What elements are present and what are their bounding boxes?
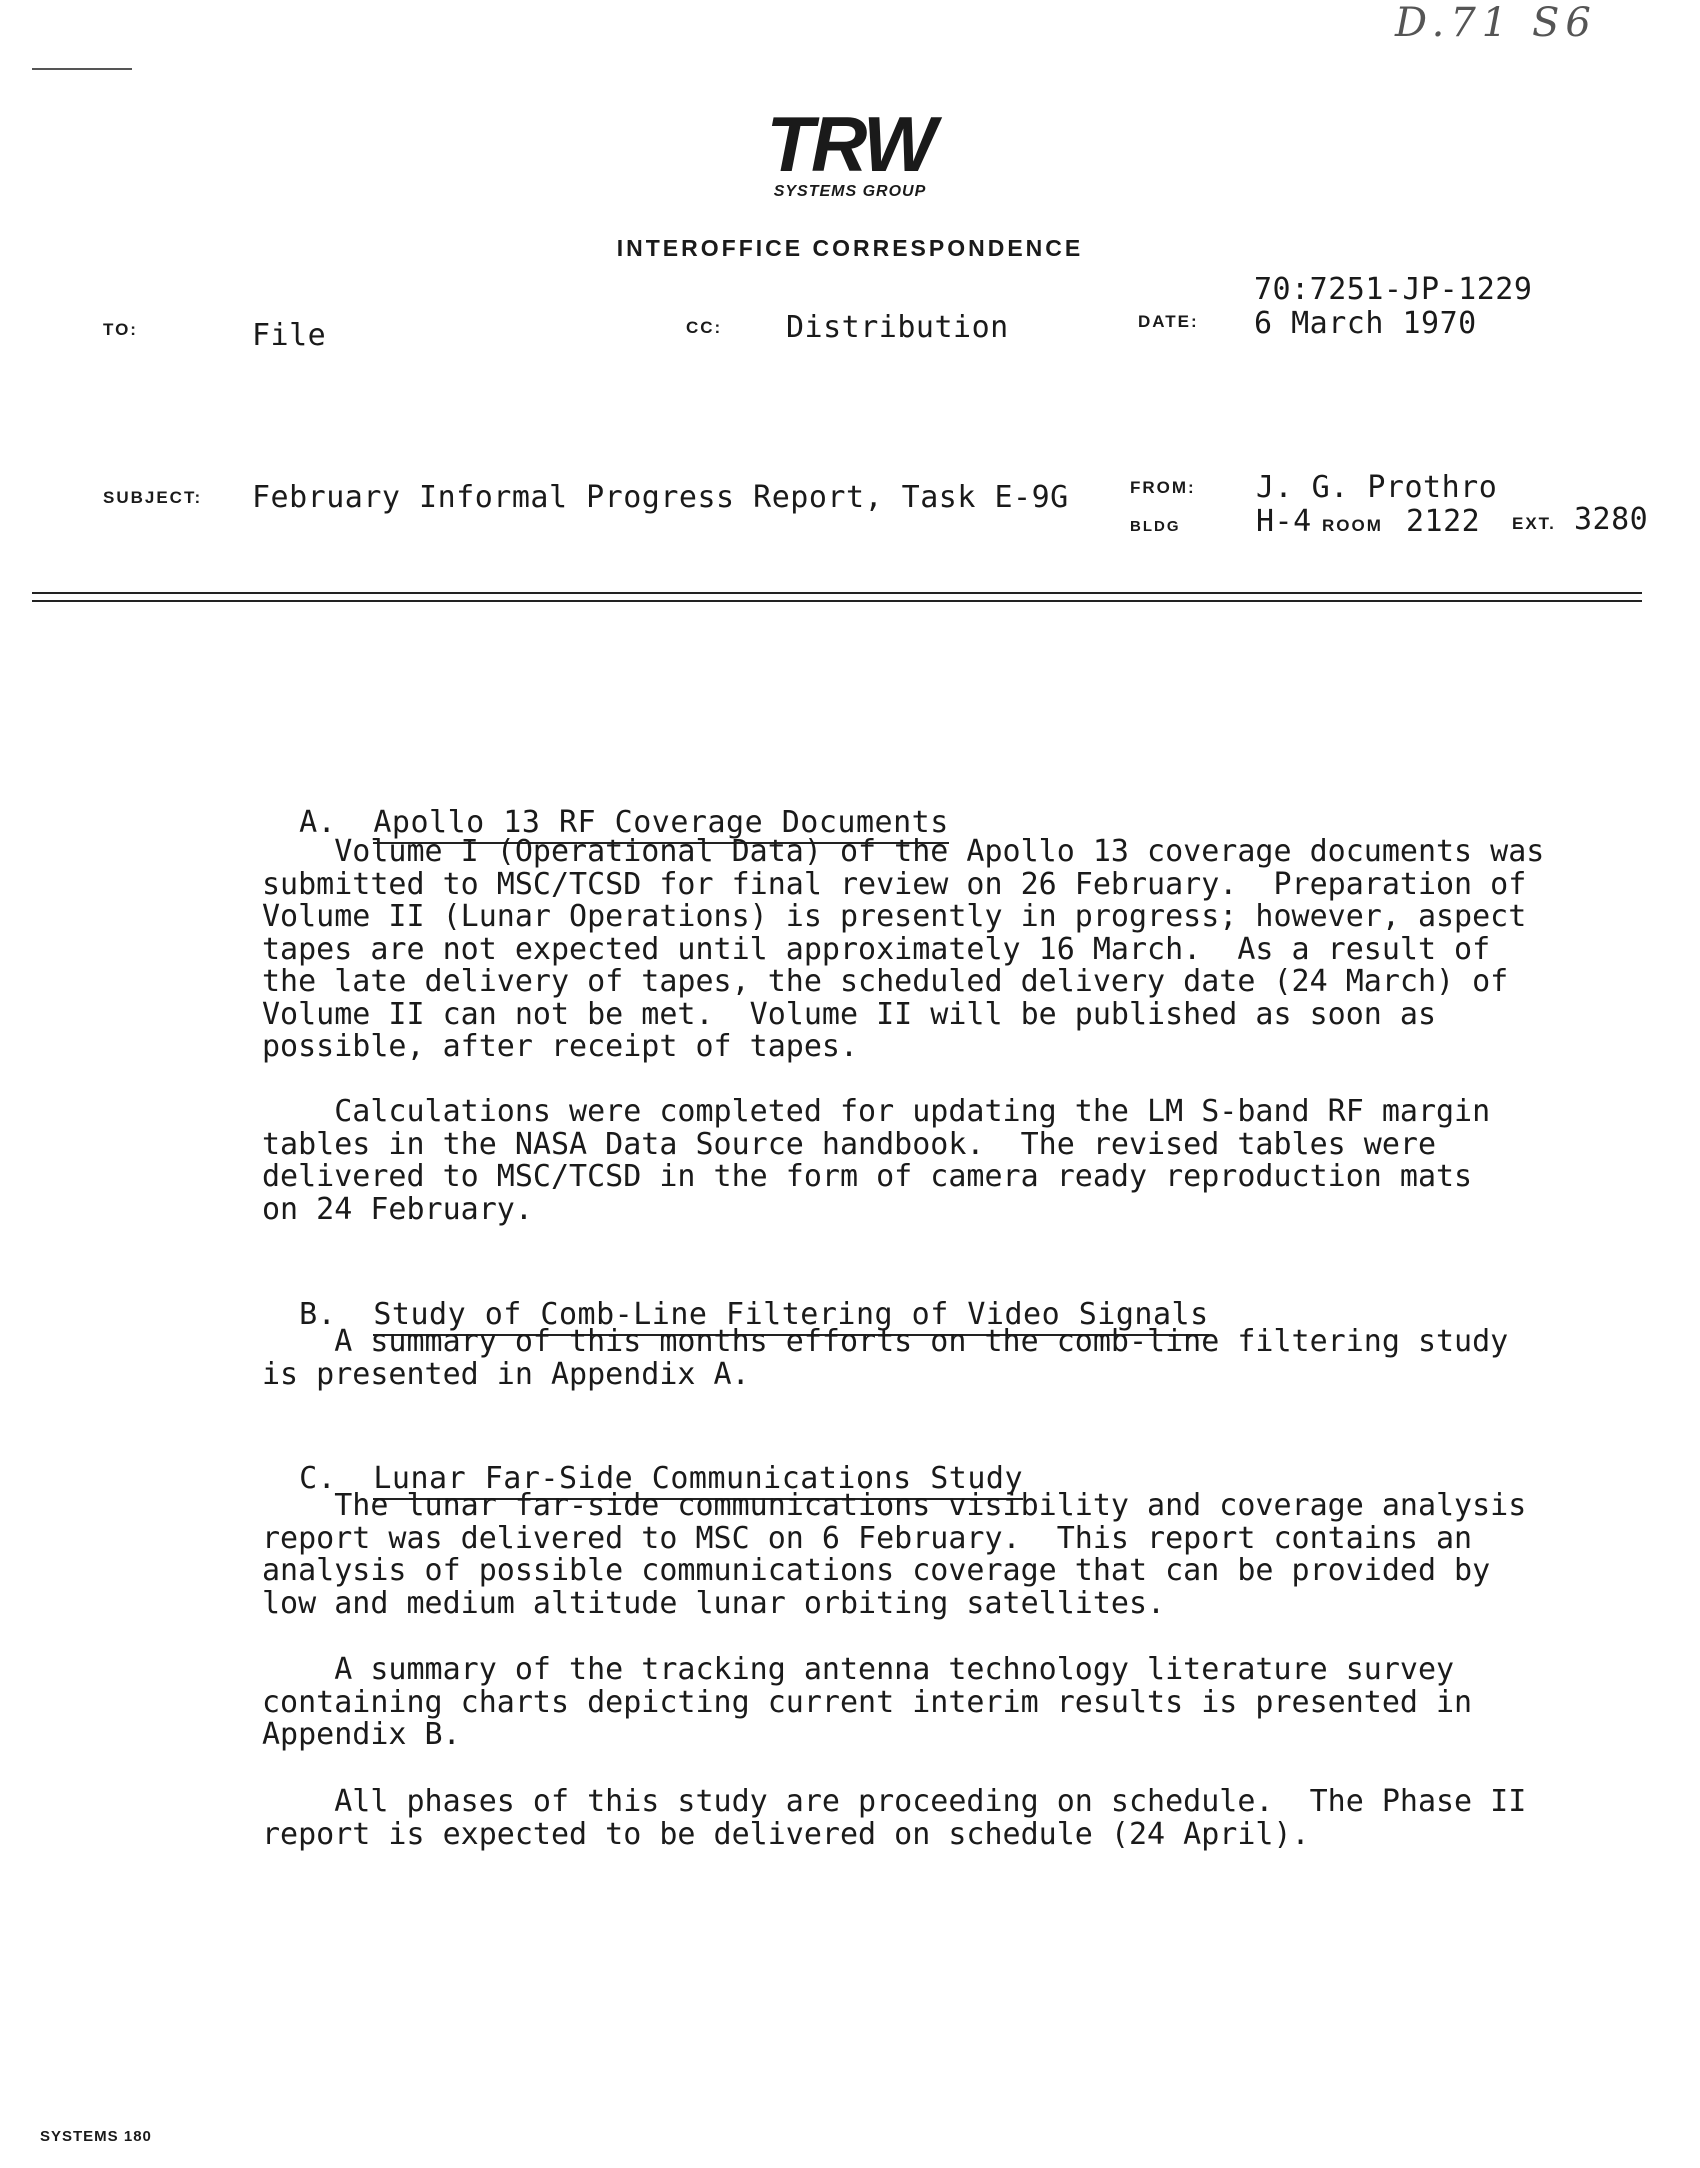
section-title: Apollo 13 RF Coverage Documents — [373, 805, 948, 844]
text-line: possible, after receipt of tapes. — [262, 1029, 859, 1064]
section-c-paragraph-3 — [262, 1786, 1562, 1851]
header-rule-bottom — [32, 600, 1642, 602]
from-value: J. G. Prothro — [1256, 470, 1498, 505]
text-line: Calculations were completed for updating the LM S-band RF margin — [262, 1094, 1491, 1129]
text-line: analysis of possible communications coverage that can be provided by — [262, 1553, 1491, 1588]
form-number: SYSTEMS 180 — [40, 2128, 152, 2145]
section-a-heading — [262, 770, 949, 840]
trw-logo: TRW — [766, 100, 934, 188]
text-line: containing charts depicting current interim results is presented in — [262, 1684, 1473, 1720]
ext-label: EXT. — [1512, 514, 1556, 533]
from-label: FROM: — [1130, 478, 1196, 497]
text-line: is presented in Appendix A. — [262, 1356, 750, 1392]
section-letter: A. — [299, 805, 337, 840]
section-letter: B. — [299, 1297, 337, 1332]
section-c-paragraph-1 — [262, 1490, 1562, 1620]
section-c-heading — [262, 1426, 1023, 1496]
text-line: Volume II can not be met. Volume II will be published as soon as — [262, 996, 1436, 1032]
memo-title: INTEROFFICE CORRESPONDENCE — [616, 235, 1084, 261]
text-line: Appendix B. — [262, 1717, 461, 1752]
cc-value: Distribution — [786, 310, 1009, 345]
text-line: report was delivered to MSC on 6 February. This report contains an — [262, 1520, 1473, 1556]
section-b-paragraph-1 — [262, 1326, 1562, 1391]
bldg-label: BLDG — [1130, 518, 1181, 535]
text-line: tables in the NASA Data Source handbook. The revised tables were — [262, 1126, 1436, 1162]
cc-label: CC: — [686, 318, 723, 337]
margin-tick — [32, 68, 132, 70]
text-line: report is expected to be delivered on schedule (24 April). — [262, 1816, 1310, 1852]
reference-number: 70:7251-JP-1229 — [1254, 272, 1533, 307]
date-label: DATE: — [1138, 312, 1199, 331]
room-value: 2122 — [1406, 504, 1481, 539]
to-label: TO: — [103, 320, 138, 339]
section-a-paragraph-1 — [262, 836, 1562, 1064]
section-a-paragraph-2 — [262, 1096, 1562, 1226]
date-value: 6 March 1970 — [1254, 306, 1477, 341]
text-line: tapes are not expected until approximately 16 March. As a result of — [262, 931, 1491, 967]
bldg-value: H-4 — [1256, 504, 1312, 539]
division-name: SYSTEMS GROUP — [773, 183, 927, 200]
text-line: The lunar far-side communications visibility and coverage analysis — [262, 1488, 1527, 1523]
text-line: A summary of the tracking antenna technology literature survey — [262, 1652, 1455, 1687]
section-c-paragraph-2 — [262, 1654, 1562, 1752]
text-line: Volume II (Lunar Operations) is presently in progress; however, aspect — [262, 899, 1527, 934]
section-b-heading — [262, 1262, 1209, 1332]
text-line: A summary of this months efforts on the comb-line filtering study — [262, 1324, 1509, 1359]
text-line: delivered to MSC/TCSD in the form of camera ready reproduction mats — [262, 1159, 1473, 1194]
subject-value: February Informal Progress Report, Task E-9G — [252, 480, 1069, 515]
handwritten-mark: D.71 S6 — [1395, 0, 1597, 46]
text-line: submitted to MSC/TCSD for final review on 26 February. Preparation of — [262, 866, 1527, 902]
section-letter: C. — [299, 1461, 337, 1496]
section-title: Study of Comb-Line Filtering of Video Signals — [373, 1297, 1208, 1336]
header-rule-top — [32, 592, 1642, 594]
room-label: ROOM — [1322, 516, 1383, 535]
text-line: Volume I (Operational Data) of the Apollo 13 coverage documents was — [262, 834, 1545, 869]
to-value: File — [252, 318, 327, 353]
subject-label: SUBJECT: — [103, 488, 203, 507]
text-line: All phases of this study are proceeding on schedule. The Phase II — [262, 1784, 1527, 1819]
text-line: low and medium altitude lunar orbiting satellites. — [262, 1585, 1166, 1621]
text-line: the late delivery of tapes, the scheduled delivery date (24 March) of — [262, 964, 1509, 999]
ext-value: 3280 — [1574, 502, 1649, 537]
text-line: on 24 February. — [262, 1191, 533, 1227]
section-title: Lunar Far-Side Communications Study — [373, 1461, 1023, 1500]
